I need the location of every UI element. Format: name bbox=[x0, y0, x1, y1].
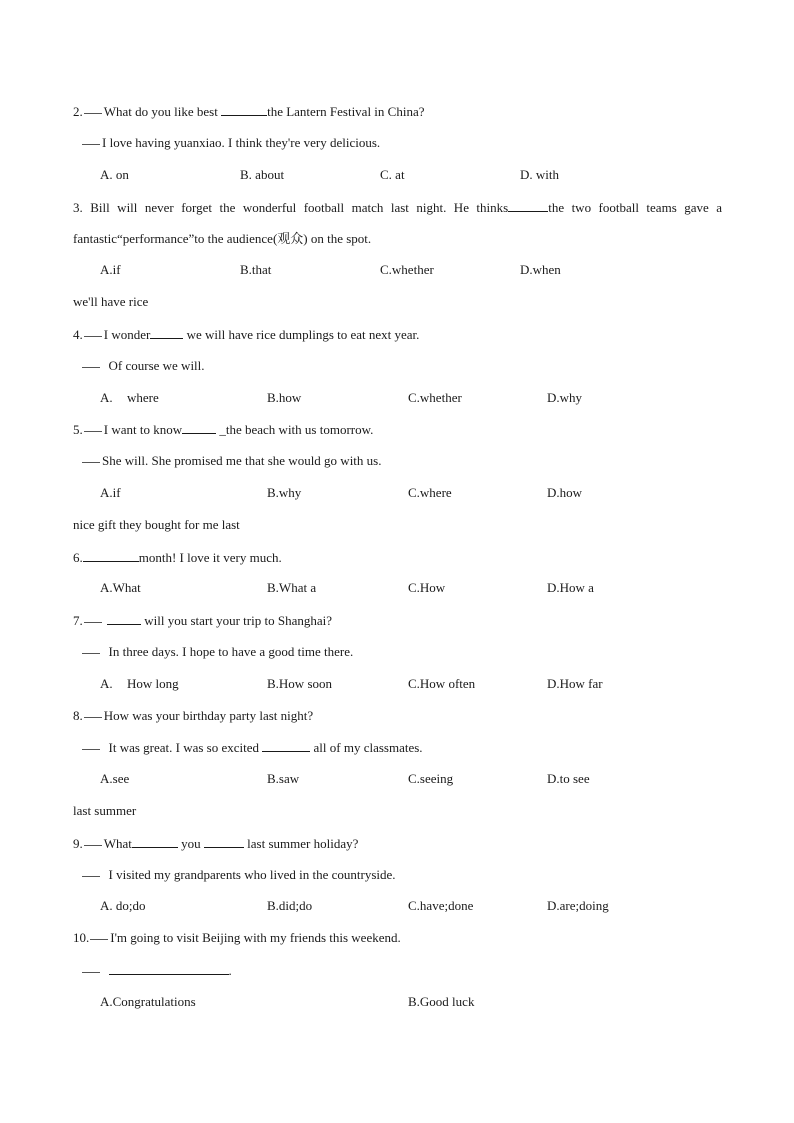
q5-option-c[interactable]: C.where bbox=[408, 485, 452, 500]
q8-stem-text: How was your birthday party last night? bbox=[103, 708, 314, 723]
q2-number: 2. bbox=[73, 104, 83, 119]
dash-mark bbox=[82, 749, 100, 750]
q9-option-b[interactable]: B.did;do bbox=[267, 898, 313, 913]
dash-mark bbox=[82, 462, 100, 463]
q4-option-a-letter[interactable]: A. bbox=[100, 390, 113, 405]
answer-blank[interactable] bbox=[83, 549, 139, 562]
answer-blank[interactable] bbox=[262, 739, 310, 752]
q9-stem bbox=[73, 835, 358, 852]
q6-number: 6. bbox=[73, 550, 83, 565]
q8-option-c[interactable]: C.seeing bbox=[408, 771, 454, 786]
dash-mark bbox=[84, 113, 102, 114]
q8-option-b[interactable]: B.saw bbox=[267, 771, 300, 786]
q7-option-c[interactable]: C.How often bbox=[408, 676, 476, 691]
q2-stem-before: What do you like best bbox=[103, 104, 218, 119]
q2-reply-text: I love having yuanxiao. I think they're very delicious. bbox=[102, 135, 381, 150]
q4-option-b[interactable]: B.how bbox=[267, 390, 302, 405]
q2-reply bbox=[81, 135, 380, 151]
q5-stem-before: I want to know bbox=[103, 422, 183, 437]
dash-mark bbox=[84, 845, 102, 846]
q3-option-a[interactable]: A.if bbox=[100, 262, 121, 277]
q7-reply bbox=[81, 644, 353, 660]
q5-stem bbox=[73, 421, 373, 438]
q5-option-a[interactable]: A.if bbox=[100, 485, 121, 500]
q2-option-a[interactable]: A. on bbox=[100, 167, 129, 182]
answer-blank[interactable] bbox=[204, 835, 244, 848]
q10-stem-text: I'm going to visit Beijing with my friends this weekend. bbox=[110, 930, 401, 945]
q9-stem-after: last summer holiday? bbox=[247, 836, 359, 851]
answer-blank[interactable] bbox=[182, 421, 216, 434]
q7-option-b[interactable]: B.How soon bbox=[267, 676, 333, 691]
stray-note-1: we'll have rice bbox=[73, 294, 149, 309]
q10-reply bbox=[81, 962, 232, 979]
q4-option-c[interactable]: C.whether bbox=[408, 390, 462, 405]
q9-option-a[interactable]: A. do;do bbox=[100, 898, 146, 913]
dash-mark bbox=[90, 939, 108, 940]
dash-mark bbox=[84, 336, 102, 337]
q10-option-a[interactable]: A.Congratulations bbox=[100, 994, 196, 1009]
q2-option-b[interactable]: B. about bbox=[240, 167, 285, 182]
q8-reply-before: It was great. I was so excited bbox=[108, 740, 260, 755]
q8-number: 8. bbox=[73, 708, 83, 723]
answer-blank[interactable] bbox=[132, 835, 178, 848]
answer-blank[interactable] bbox=[508, 199, 548, 212]
q6-stem bbox=[73, 549, 282, 566]
q10-option-b[interactable]: B.Good luck bbox=[408, 994, 475, 1009]
q10-reply-end: . bbox=[228, 963, 232, 978]
q9-stem-mid: you bbox=[181, 836, 201, 851]
q4-reply bbox=[81, 358, 205, 374]
q6-option-a[interactable]: A.What bbox=[100, 580, 141, 595]
q9-reply-text: I visited my grandparents who lived in the countryside. bbox=[108, 867, 396, 882]
stray-note-2: nice gift they bought for me last bbox=[73, 517, 240, 532]
answer-blank[interactable] bbox=[221, 103, 267, 116]
q2-stem bbox=[73, 103, 425, 120]
answer-blank[interactable] bbox=[150, 326, 183, 339]
q3-line1 bbox=[73, 199, 722, 216]
dash-mark bbox=[82, 653, 100, 654]
q4-number: 4. bbox=[73, 327, 83, 342]
q6-option-d[interactable]: D.How a bbox=[547, 580, 594, 595]
stray-note-3: last summer bbox=[73, 803, 137, 818]
q7-stem bbox=[73, 612, 332, 629]
q10-stem bbox=[73, 930, 401, 946]
q4-option-a-text[interactable]: where bbox=[127, 390, 159, 405]
q9-option-c[interactable]: C.have;done bbox=[408, 898, 474, 913]
q8-option-a[interactable]: A.see bbox=[100, 771, 130, 786]
q3-option-b[interactable]: B.that bbox=[240, 262, 272, 277]
dash-mark bbox=[82, 367, 100, 368]
q7-option-a-text[interactable]: How long bbox=[127, 676, 179, 691]
answer-blank[interactable] bbox=[109, 962, 229, 975]
q9-number: 9. bbox=[73, 836, 83, 851]
q7-stem-after: will you start your trip to Shanghai? bbox=[144, 613, 333, 628]
q5-reply bbox=[81, 453, 381, 469]
q5-reply-text: She will. She promised me that she would go with us. bbox=[102, 453, 382, 468]
q7-option-a-letter[interactable]: A. bbox=[100, 676, 113, 691]
q9-stem-before: What bbox=[103, 836, 132, 851]
q10-number: 10. bbox=[73, 930, 90, 945]
q3-option-d[interactable]: D.when bbox=[520, 262, 561, 277]
q2-option-d[interactable]: D. with bbox=[520, 167, 559, 182]
dash-mark bbox=[84, 717, 102, 718]
q9-option-d[interactable]: D.are;doing bbox=[547, 898, 609, 913]
q6-option-b[interactable]: B.What a bbox=[267, 580, 317, 595]
q5-option-b[interactable]: B.why bbox=[267, 485, 302, 500]
q4-reply-text: Of course we will. bbox=[108, 358, 205, 373]
q7-option-d[interactable]: D.How far bbox=[547, 676, 603, 691]
answer-blank[interactable] bbox=[107, 612, 141, 625]
q7-number: 7. bbox=[73, 613, 83, 628]
q7-reply-text: In three days. I hope to have a good time there. bbox=[108, 644, 354, 659]
q4-stem bbox=[73, 326, 419, 343]
q4-option-d[interactable]: D.why bbox=[547, 390, 583, 405]
q3-line2: fantastic“performance”to the audience(观众) on the spot. bbox=[73, 231, 372, 246]
q2-option-c[interactable]: C. at bbox=[380, 167, 405, 182]
q5-option-d[interactable]: D.how bbox=[547, 485, 583, 500]
dash-mark bbox=[82, 972, 100, 973]
q5-stem-after: the beach with us tomorrow. bbox=[225, 422, 374, 437]
q8-reply-after: all of my classmates. bbox=[313, 740, 423, 755]
q8-reply bbox=[81, 739, 423, 756]
dash-mark bbox=[84, 431, 102, 432]
q8-option-d[interactable]: D.to see bbox=[547, 771, 590, 786]
dash-mark bbox=[82, 144, 100, 145]
q4-stem-after: we will have rice dumplings to eat next year. bbox=[186, 327, 420, 342]
q3-line1-after: the two football teams gave a bbox=[548, 200, 722, 215]
q3-line1-before: 3. Bill will never forget the wonderful football match last night. He thinks bbox=[73, 200, 509, 215]
dash-mark bbox=[84, 622, 102, 623]
q6-option-c[interactable]: C.How bbox=[408, 580, 446, 595]
q4-stem-before: I wonder bbox=[103, 327, 151, 342]
dash-mark bbox=[82, 876, 100, 877]
q3-option-c[interactable]: C.whether bbox=[380, 262, 434, 277]
q5-number: 5. bbox=[73, 422, 83, 437]
q2-stem-after: the Lantern Festival in China? bbox=[267, 104, 425, 119]
q6-stem-after: month! I love it very much. bbox=[138, 550, 282, 565]
q8-stem bbox=[73, 708, 313, 724]
q9-reply bbox=[81, 867, 396, 883]
q5-stem-mid: _ bbox=[219, 422, 226, 437]
